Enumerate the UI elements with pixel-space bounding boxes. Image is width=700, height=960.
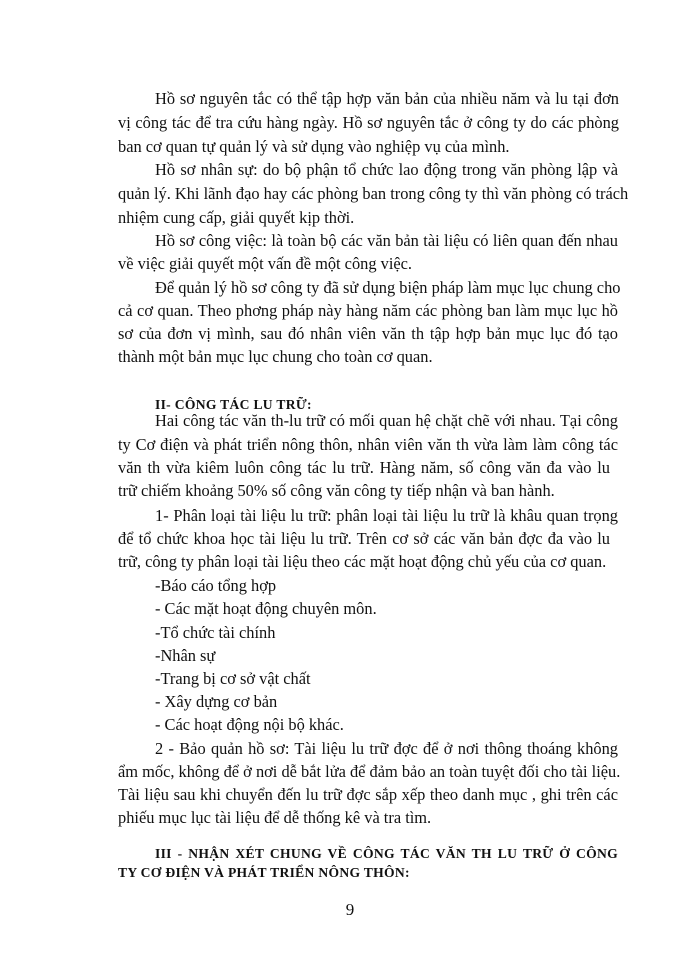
text-line: về việc giải quyết một vấn đề một công việc. [118,254,413,273]
text-line: Tài liệu sau khi chuyển đến lu trữ đợc sắp xếp theo danh mục , ghi trên các [118,785,618,804]
text-line: sơ của đơn vị mình, sau đó nhân viên văn th tập hợp bản mục lục đó tạo [118,324,618,343]
list-item: - Các hoạt động nội bộ khác. [155,715,344,734]
text-line: trữ chiếm khoảng 50% số công văn công ty tiếp nhận và ban hành. [118,481,555,500]
section-heading: III - NHẬN XÉT CHUNG VỀ CÔNG TÁC VĂN TH LU TRỮ Ở CÔNG [155,846,618,861]
text-line: 2 - Bảo quản hồ sơ: Tài liệu lu trữ đợc để ở nơi thông thoáng không [155,739,618,758]
list-item: - Xây dựng cơ bản [155,692,278,711]
text-line: vị công tác để tra cứu hàng ngày. Hồ sơ nguyên tắc ở công ty do các phòng [118,113,619,132]
text-line: Hai công tác văn th-lu trữ có mối quan hệ chặt chẽ với nhau. Tại công [155,411,618,430]
list-item: - Các mặt hoạt động chuyên môn. [155,599,377,618]
text-line: 1- Phân loại tài liệu lu trữ: phân loại tài liệu lu trữ là khâu quan trọng [155,506,618,525]
page-number: 9 [345,900,355,919]
text-line: Hồ sơ nguyên tắc có thể tập hợp văn bản của nhiều năm và lu tại đơn [155,89,619,108]
section-heading: TY CƠ ĐIỆN VÀ PHÁT TRIỂN NÔNG THÔN: [118,865,410,880]
list-item: -Nhân sự [155,646,216,665]
list-item: -Báo cáo tổng hợp [155,576,277,595]
text-line: ẩm mốc, không để ở nơi dễ bắt lửa để đảm bảo an toàn tuyệt đối cho tài liệu. [118,762,621,781]
text-line: Hồ sơ nhân sự: do bộ phận tổ chức lao động trong văn phòng lập và [155,160,618,179]
text-line: nhiệm cung cấp, giải quyết kịp thời. [118,208,355,227]
text-line: Hồ sơ công việc: là toàn bộ các văn bản tài liệu có liên quan đến nhau [155,231,618,250]
list-item: -Trang bị cơ sở vật chất [155,669,311,688]
text-line: văn th vừa kiêm luôn công tác lu trữ. Hàng năm, số công văn đa vào lu [118,458,610,477]
list-item: -Tổ chức tài chính [155,623,276,642]
text-line: ty Cơ điện và phát triển nông thôn, nhân viên văn th vừa làm làm công tác [118,435,618,454]
text-line: trữ, công ty phân loại tài liệu theo các mặt hoạt động chủ yếu của cơ quan. [118,552,607,571]
text-line: cả cơ quan. Theo phơng pháp này hàng năm các phòng ban làm mục lục hồ [118,301,618,320]
text-line: phiếu mục lục tài liệu để dễ thống kê và tra tìm. [118,808,432,827]
text-line: quản lý. Khi lãnh đạo hay các phòng ban trong công ty thì văn phòng có trách [118,184,629,203]
text-line: Để quản lý hồ sơ công ty đã sử dụng biện pháp làm mục lục chung cho [155,278,621,297]
section-heading: II- CÔNG TÁC LU TRỮ: [155,397,312,412]
text-line: ban cơ quan tự quản lý và sử dụng vào nghiệp vụ của mình. [118,137,510,156]
text-line: để tổ chức khoa học tài liệu lu trữ. Trên cơ sở các văn bản đợc đa vào lu [118,529,610,548]
text-line: thành một bản mục lục chung cho toàn cơ quan. [118,347,433,366]
